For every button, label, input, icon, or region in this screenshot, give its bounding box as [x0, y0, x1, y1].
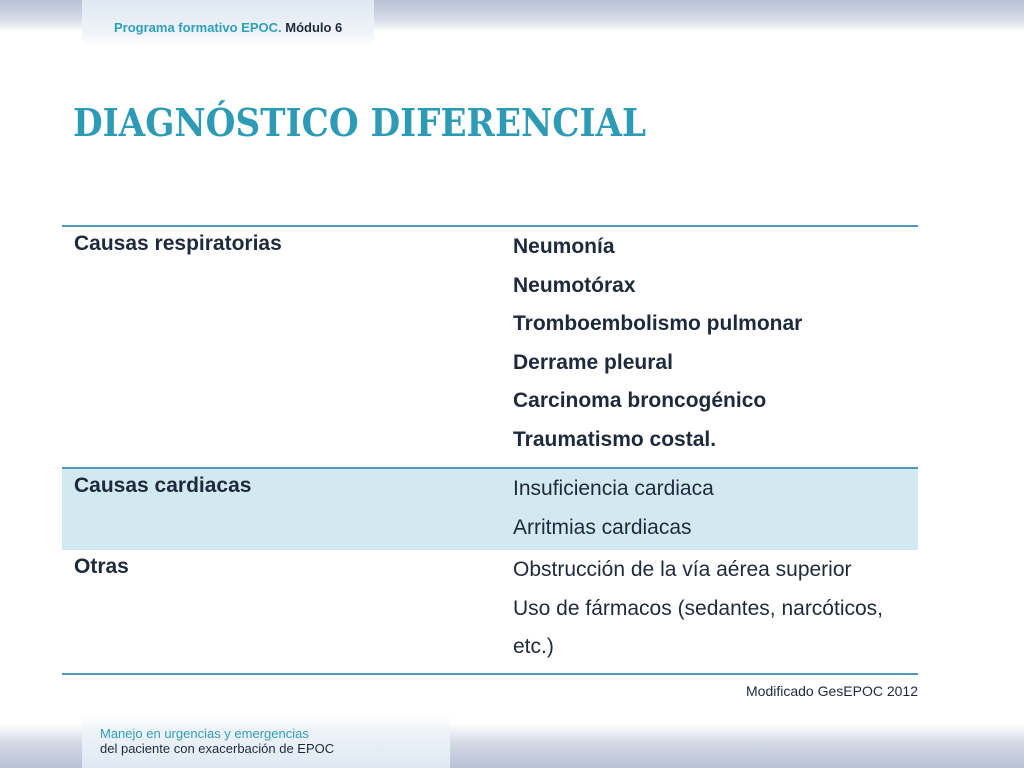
- program-label: [114, 20, 342, 35]
- footer-line-2: del paciente con exacerbación de EPOC: [100, 741, 335, 756]
- list-item: Neumotórax: [513, 273, 636, 297]
- slide-title: DIAGNÓSTICO DIFERENCIAL: [73, 100, 647, 145]
- list-item: Insuficiencia cardiaca: [513, 477, 714, 500]
- footer-line-1: Manejo en urgencias y emergencias: [100, 726, 309, 741]
- list-item: Tromboembolismo pulmonar: [513, 312, 803, 335]
- source-note: Modificado GesEPOC 2012: [746, 683, 918, 699]
- module-label: Módulo 6: [285, 20, 343, 35]
- items-cardiac: [501, 468, 918, 550]
- category-other: Otras: [74, 555, 129, 578]
- list-item: Carcinoma broncogénico: [513, 389, 767, 412]
- list-item: Traumatismo costal.: [513, 427, 717, 451]
- items-other: [501, 550, 918, 674]
- table-row: [62, 226, 918, 468]
- items-respiratory: [501, 226, 918, 468]
- list-item: Arritmias cardiacas: [513, 515, 692, 539]
- list-item: Uso de fármacos (sedantes, narcóticos, etc.): [513, 596, 884, 658]
- table-row: [62, 550, 918, 674]
- list-item: Neumonía: [513, 235, 615, 258]
- category-cardiac: Causas cardiacas: [74, 474, 252, 497]
- differential-diagnosis-table: [62, 225, 918, 675]
- list-item: Derrame pleural: [513, 350, 673, 374]
- program-name: Programa formativo EPOC.: [114, 20, 282, 35]
- list-item: Obstrucción de la vía aérea superior: [513, 558, 852, 581]
- category-respiratory: Causas respiratorias: [74, 232, 282, 255]
- table-row: [62, 468, 918, 550]
